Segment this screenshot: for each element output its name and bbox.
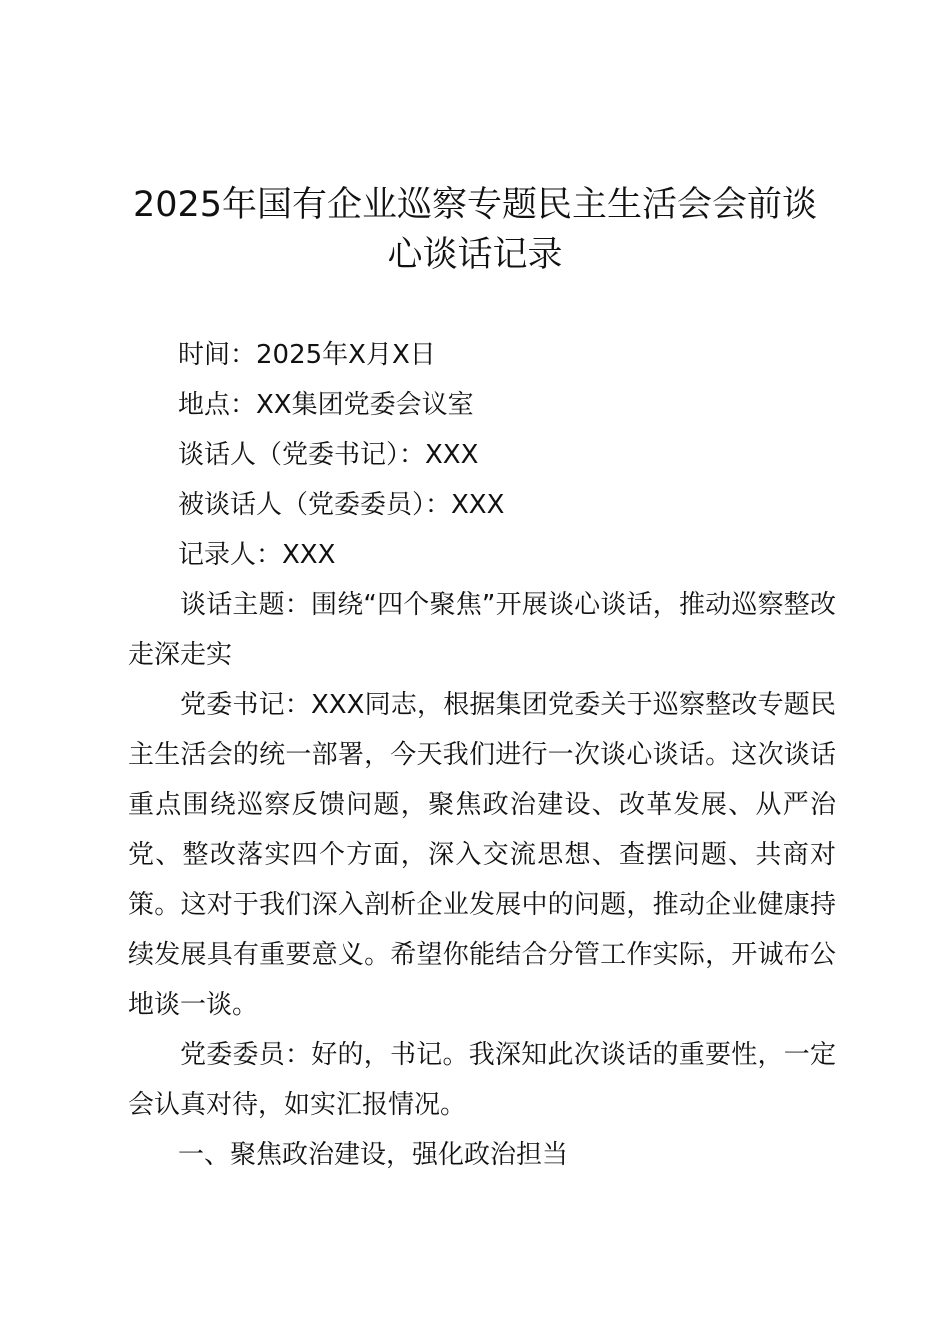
recorder: 记录人：XXX	[178, 540, 336, 570]
section-heading: 一、聚焦政治建设，强化政治担当	[178, 1140, 569, 1170]
paragraph-secretary: 党委书记：XXX同志，根据集团党委关于巡察整改专题民主生活会的统一部署，今天我们进行一次谈心谈话。这次谈话重点围绕巡察反馈问题，聚焦政治建设、改革发展、从严治党、整改落实四个方面，深入交流思想、查摆问题、共商对策。这对于我们深入剖析企业发展中的问题，推动企业健康持续发展具有重要意义。希望你能结合分管工作实际，开诚布公地谈一谈。	[128, 690, 836, 1020]
meeting-location: 地点：XX集团党委会议室	[178, 390, 474, 420]
speaker: 谈话人（党委书记）：XXX	[178, 440, 479, 470]
document-body	[128, 330, 836, 1180]
paragraph-member: 党委委员：好的，书记。我深知此次谈话的重要性，一定会认真对待，如实汇报情况。	[128, 1040, 836, 1120]
meeting-time: 时间：2025年X月X日	[178, 340, 436, 370]
document-title-line-1: 2025年国有企业巡察专题民主生活会会前谈	[132, 185, 818, 225]
listener: 被谈话人（党委委员）：XXX	[178, 490, 505, 520]
conversation-topic: 谈话主题：围绕“四个聚焦”开展谈心谈话，推动巡察整改走深走实	[128, 590, 836, 670]
document-title-line-2: 心谈话记录	[387, 235, 563, 275]
